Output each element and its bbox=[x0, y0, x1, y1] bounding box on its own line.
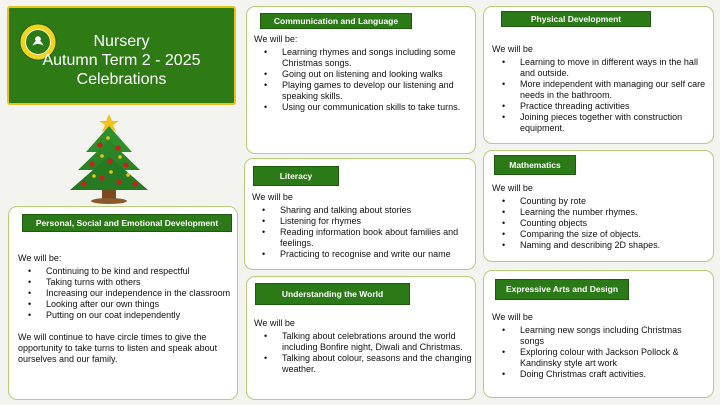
list-item: • Practice threading activities bbox=[492, 101, 708, 112]
list-item: • Exploring colour with Jackson Pollock & Kandinsky style art work bbox=[492, 347, 708, 369]
expressive-heading: Expressive Arts and Design bbox=[495, 279, 629, 300]
mathematics-list bbox=[492, 196, 708, 251]
literacy-content bbox=[252, 192, 470, 260]
list-item: • Looking after our own things bbox=[18, 299, 232, 310]
list-item: • Comparing the size of objects. bbox=[492, 229, 708, 240]
list-item: • Putting on our coat independently bbox=[18, 310, 232, 321]
list-item: • Using our communication skills to take turns. bbox=[254, 102, 470, 113]
list-item: • Sharing and talking about stories bbox=[252, 205, 470, 216]
list-item: • Talking about colour, seasons and the changing weather. bbox=[254, 353, 472, 375]
pse-heading: Personal, Social and Emotional Development bbox=[22, 214, 232, 232]
christmas-tree-image bbox=[64, 112, 154, 204]
literacy-heading: Literacy bbox=[253, 166, 339, 186]
mathematics-content bbox=[492, 183, 708, 251]
list-item: • More independent with managing our self care needs in the bathroom. bbox=[492, 79, 708, 101]
expressive-content bbox=[492, 312, 708, 380]
literacy-list bbox=[252, 205, 470, 260]
list-item: • Learning the number rhymes. bbox=[492, 207, 708, 218]
list-item: • Practicing to recognise and write our name bbox=[252, 249, 470, 260]
list-item: • Taking turns with others bbox=[18, 277, 232, 288]
physical-content bbox=[492, 44, 708, 134]
pse-intro: We will be: bbox=[18, 253, 62, 263]
list-item: • Learning new songs including Christmas songs bbox=[492, 325, 708, 347]
communication-content bbox=[254, 34, 470, 113]
communication-list bbox=[254, 47, 470, 113]
physical-intro: We will be bbox=[492, 44, 533, 54]
list-item: • Going out on listening and looking walks bbox=[254, 69, 470, 80]
list-item: • Joining pieces together with construction equipment. bbox=[492, 112, 708, 134]
list-item: • Increasing our independence in the classroom bbox=[18, 288, 232, 299]
page-title-line2: Autumn Term 2 - 2025 bbox=[42, 52, 201, 69]
understanding-content bbox=[254, 318, 472, 375]
pse-list bbox=[18, 266, 232, 321]
list-item: • Listening for rhymes bbox=[252, 216, 470, 227]
page-title-line1: Nursery bbox=[93, 33, 150, 50]
list-item: • Learning rhymes and songs including some Christmas songs. bbox=[254, 47, 470, 69]
list-item: • Counting objects bbox=[492, 218, 708, 229]
physical-list bbox=[492, 57, 708, 134]
list-item: • Doing Christmas craft activities. bbox=[492, 369, 708, 380]
title-banner bbox=[7, 6, 236, 105]
expressive-intro: We will be bbox=[492, 312, 533, 322]
mathematics-intro: We will be bbox=[492, 183, 533, 193]
list-item: • Talking about celebrations around the world including Bonfire night, Diwali and Christmas. bbox=[254, 331, 472, 353]
communication-heading: Communication and Language bbox=[260, 13, 412, 29]
understanding-list bbox=[254, 331, 472, 375]
literacy-intro: We will be bbox=[252, 192, 293, 202]
list-item: • Playing games to develop our listening and speaking skills. bbox=[254, 80, 470, 102]
understanding-intro: We will be bbox=[254, 318, 295, 328]
mathematics-heading: Mathematics bbox=[494, 155, 576, 175]
understanding-heading: Understanding the World bbox=[255, 283, 410, 305]
communication-intro: We will be: bbox=[254, 34, 298, 44]
page-title-line3: Celebrations bbox=[76, 71, 167, 88]
list-item: • Continuing to be kind and respectful bbox=[18, 266, 232, 277]
list-item: • Naming and describing 2D shapes. bbox=[492, 240, 708, 251]
list-item: • Counting by rote bbox=[492, 196, 708, 207]
list-item: • Reading information book about families and feelings. bbox=[252, 227, 470, 249]
pse-content bbox=[18, 253, 232, 365]
physical-heading: Physical Development bbox=[501, 11, 651, 27]
pse-footer: We will continue to have circle times to give the opportunity to take turns to listen and speak about ourselves and our family. bbox=[18, 332, 218, 364]
list-item: • Learning to move in different ways in the hall and outside. bbox=[492, 57, 708, 79]
expressive-list bbox=[492, 325, 708, 380]
